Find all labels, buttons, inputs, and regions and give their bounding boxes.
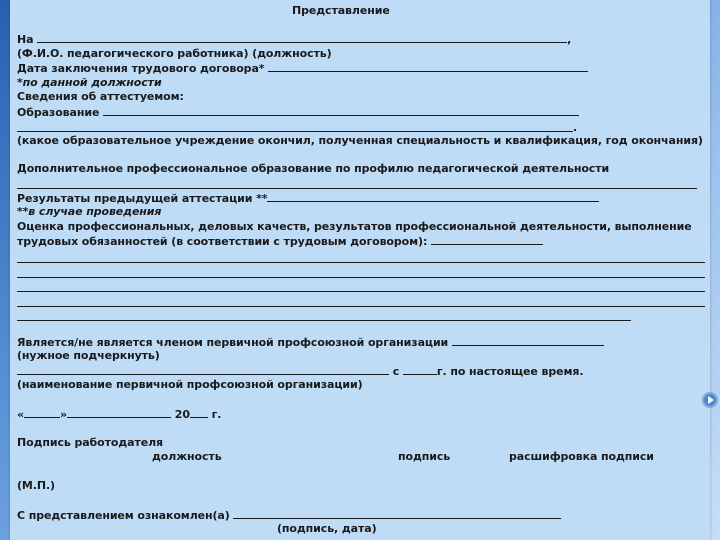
union-line <box>17 335 604 350</box>
acknowledge-line <box>17 508 561 523</box>
signature-sign: подпись <box>398 450 451 463</box>
date-year-blank[interactable] <box>190 407 208 418</box>
contract-label: Дата заключения трудового договора* <box>17 62 265 75</box>
date-year-suffix: г. <box>211 408 222 421</box>
addressee-prefix: На <box>17 33 34 46</box>
education-line <box>17 105 579 120</box>
previous-attestation-line <box>17 191 599 206</box>
addressee-suffix: , <box>567 33 572 46</box>
evaluation-blank-inline[interactable] <box>431 234 543 245</box>
union-since-suffix: г. по настоящее время. <box>436 365 584 378</box>
date-line <box>17 407 221 422</box>
evaluation-line-2 <box>17 234 543 249</box>
evaluation-blank[interactable] <box>17 306 705 307</box>
acknowledge-label: С представлением ознакомлен(а) <box>17 509 230 522</box>
contract-line <box>17 61 588 76</box>
additional-education-blank[interactable] <box>17 188 697 189</box>
employer-signature-label: Подпись работодателя <box>17 436 163 449</box>
evaluation-line-1: Оценка профессиональных, деловых качеств, результатов профессиональной деятельности, выполнение <box>17 220 692 233</box>
previous-attestation-label: Результаты предыдущей аттестации ** <box>17 192 268 205</box>
union-org-hint: (наименование первичной профсоюзной организации) <box>17 378 363 391</box>
union-since-line <box>17 364 583 379</box>
evaluation-blank[interactable] <box>17 262 705 263</box>
addressee-line <box>17 32 571 47</box>
date-close-quote: » <box>60 408 68 421</box>
education-blank[interactable] <box>103 105 579 116</box>
date-day-blank[interactable] <box>24 407 60 418</box>
evaluation-blank[interactable] <box>17 320 631 321</box>
addressee-blank[interactable] <box>37 32 567 43</box>
education-blank-2[interactable] <box>17 131 573 132</box>
union-blank[interactable] <box>452 335 604 346</box>
evaluation-label: трудовых обязанностей (в соответствии с трудовым договором): <box>17 235 428 248</box>
date-year-prefix: 20 <box>174 408 190 421</box>
attestee-heading: Сведения об аттестуемом: <box>17 90 184 103</box>
evaluation-blank[interactable] <box>17 277 705 278</box>
education-period: . <box>573 121 578 134</box>
stamp-label: (М.П.) <box>17 479 55 492</box>
evaluation-blank[interactable] <box>17 291 705 292</box>
previous-footnote: **в случае проведения <box>17 205 162 218</box>
education-label: Образование <box>17 106 100 119</box>
date-open-quote: « <box>17 408 25 421</box>
document-title: Представление <box>292 4 390 17</box>
acknowledge-blank[interactable] <box>233 508 561 519</box>
date-month-blank[interactable] <box>67 407 171 418</box>
additional-education-label: Дополнительное профессиональное образование по профилю педагогической деятельности <box>17 162 610 175</box>
signature-position: должность <box>152 450 222 463</box>
next-slide-icon[interactable] <box>702 392 718 408</box>
union-org-blank[interactable] <box>17 364 389 375</box>
union-year-blank[interactable] <box>403 364 437 375</box>
previous-attestation-blank[interactable] <box>267 191 599 202</box>
union-note: (нужное подчеркнуть) <box>17 349 160 362</box>
addressee-hint: (Ф.И.О. педагогического работника) (должность) <box>17 47 332 60</box>
signature-decode: расшифровка подписи <box>509 450 654 463</box>
union-label: Является/не является членом первичной профсоюзной организации <box>17 336 449 349</box>
contract-date-blank[interactable] <box>268 61 588 72</box>
contract-footnote: *по данной должности <box>17 76 162 89</box>
union-since-prefix: с <box>392 365 400 378</box>
acknowledge-hint: (подпись, дата) <box>277 522 377 535</box>
education-hint: (какое образовательное учреждение окончил, полученная специальность и квалификация, год окончания) <box>17 134 703 147</box>
